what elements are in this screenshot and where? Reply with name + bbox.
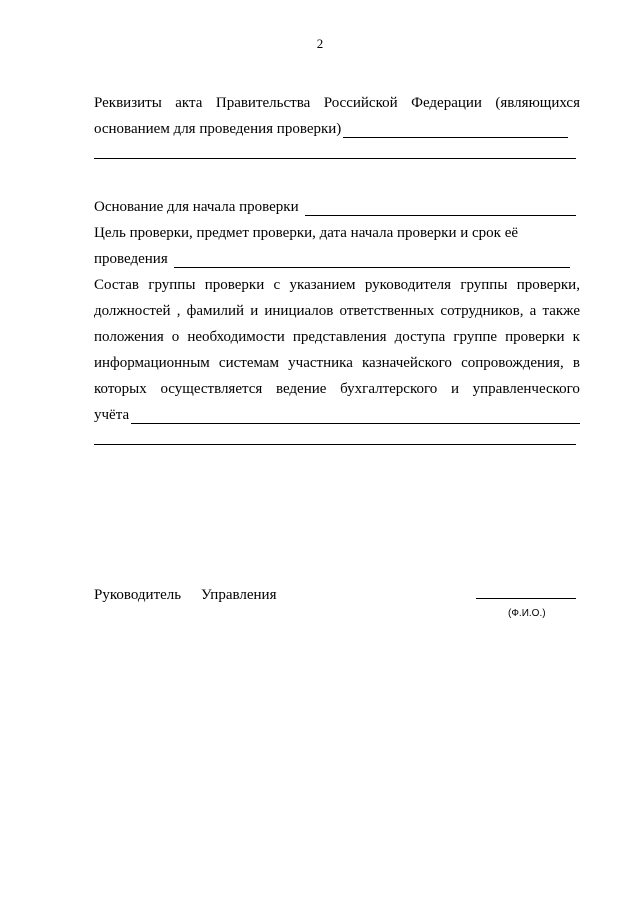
word: бухгалтерского — [340, 381, 438, 397]
word: информационным — [94, 355, 210, 371]
composition-fill-field-continued[interactable] — [94, 444, 576, 445]
word: инициалов — [264, 303, 334, 319]
requisites-line-1 — [94, 94, 580, 112]
requisites-fill-field[interactable] — [343, 122, 568, 138]
word: , — [176, 303, 181, 319]
composition-line-6 — [94, 406, 580, 424]
signature-caption: (Ф.И.О.) — [508, 608, 546, 619]
word: к — [572, 329, 580, 345]
requisites-label: основанием для проведения проверки) — [94, 121, 342, 137]
word: доступа — [394, 329, 446, 345]
word: указанием — [289, 277, 356, 293]
word: руководителя — [364, 277, 451, 293]
word: Федерации — [411, 95, 482, 111]
word: сопровождения, — [461, 355, 564, 371]
word: и — [450, 381, 459, 397]
composition-label-end: учёта — [94, 407, 130, 423]
composition-line-1 — [94, 276, 580, 294]
signature-role-word-2: Управления — [201, 587, 277, 603]
goal-line-2 — [94, 250, 570, 268]
word: управленческого — [472, 381, 580, 397]
word: ответственных — [339, 303, 435, 319]
composition-line-4 — [94, 354, 580, 372]
goal-line-1: Цель проверки, предмет проверки, дата начала проверки и срок её — [94, 225, 519, 241]
word: группы — [460, 277, 508, 293]
word: проверки — [204, 277, 265, 293]
word: должностей — [94, 303, 171, 319]
goal-label: проведения — [94, 251, 168, 267]
word: ведение — [275, 381, 327, 397]
word: группы — [148, 277, 196, 293]
composition-fill-field[interactable] — [131, 408, 580, 424]
word: осуществляется — [160, 381, 263, 397]
composition-line-2 — [94, 302, 580, 320]
word: системам — [218, 355, 280, 371]
word: представления — [292, 329, 387, 345]
word: необходимости — [187, 329, 285, 345]
word: казначейского — [362, 355, 452, 371]
composition-line-3 — [94, 328, 580, 346]
word: с — [273, 277, 281, 293]
requisites-fill-field-continued[interactable] — [94, 158, 576, 159]
word: проверки — [505, 329, 565, 345]
word: (являющихся — [495, 95, 580, 111]
goal-fill-field[interactable] — [174, 252, 570, 268]
signature-fill-field[interactable] — [476, 598, 576, 599]
word: в — [572, 355, 580, 371]
word: а — [529, 303, 537, 319]
word: Правительства — [215, 95, 311, 111]
signature-role-word-1: Руководитель — [94, 587, 182, 603]
word: о — [171, 329, 180, 345]
word: фамилий — [186, 303, 245, 319]
requisites-line-2 — [94, 120, 568, 138]
page-number: 2 — [316, 36, 324, 51]
word: и — [250, 303, 259, 319]
word: также — [542, 303, 580, 319]
basis-fill-field[interactable] — [305, 200, 576, 216]
word: Состав — [94, 277, 140, 293]
word: положения — [94, 329, 164, 345]
composition-line-5 — [94, 380, 580, 398]
word: проверки, — [516, 277, 580, 293]
word: Реквизиты — [94, 95, 162, 111]
word: акта — [175, 95, 203, 111]
word: Российской — [323, 95, 398, 111]
basis-label: Основание для начала проверки — [94, 199, 299, 215]
word: группе — [453, 329, 498, 345]
word: участника — [288, 355, 353, 371]
basis-line — [94, 198, 576, 216]
word: которых — [94, 381, 147, 397]
word: сотрудников, — [440, 303, 524, 319]
